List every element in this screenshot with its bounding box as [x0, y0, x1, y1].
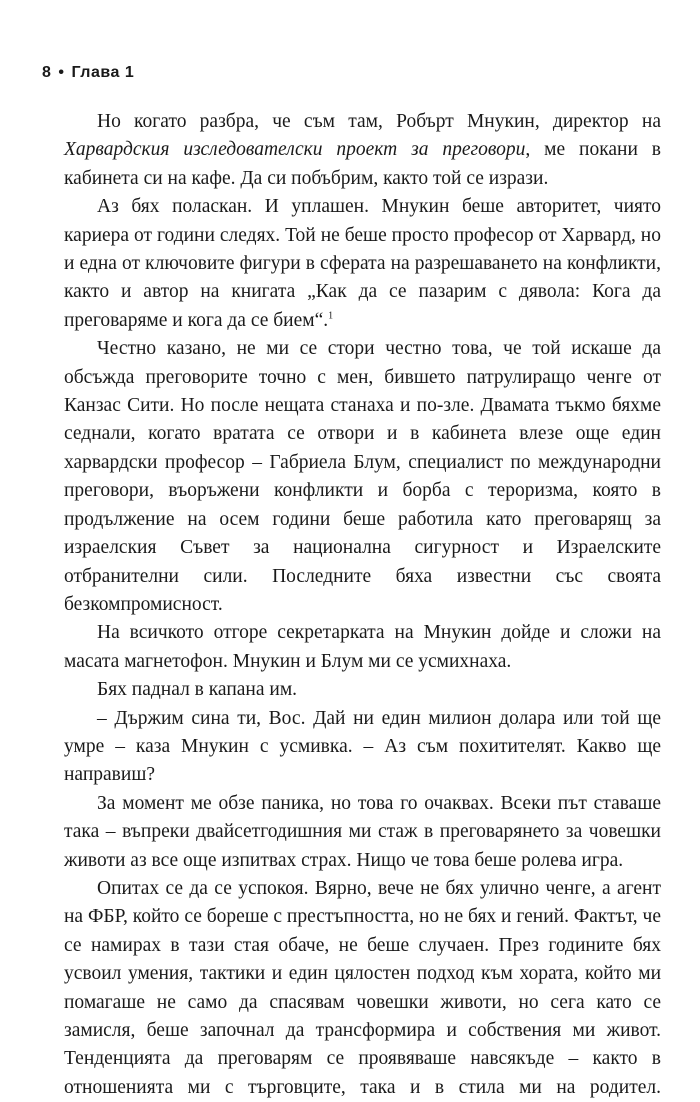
page-body	[64, 108, 661, 1102]
running-header	[42, 64, 134, 82]
paragraph-text: Но когато разбра, че съм там, Робърт Мнукин, директор на	[97, 111, 661, 132]
paragraph: Опитах се да се успокоя. Вярно, вече не бях улично ченге, а агент на ФБР, който се бореше с престъпността, но не бях и гений. Фактът, че се намирах в тази стая обаче, не беше случаен. През годините бях усвоил умения, тактики и един цялостен подход към хората, който ми помагаше не само да спасявам човешки животи, но сега като се замисля, беше започнал да трансформира и собствения ми живот. Тенденцията да преговарям се проявяваше навсякъде – както в отношенията ми с търговците, така и в стила ми на родител.	[64, 877, 661, 1098]
page-number: 8	[42, 64, 52, 81]
paragraph	[64, 108, 661, 193]
header-separator: •	[58, 64, 65, 81]
paragraph-text: , ме покани в кабинета си на кафе. Да си побъбрим, както той се изрази.	[64, 139, 662, 189]
paragraph: Бях паднал в капана им.	[97, 679, 298, 701]
paragraph-text: Аз бях поласкан. И уплашен. Мнукин беше авторитет, чиято кариера от години следях. Той не беше просто професор от Харвард, но и една от ключовите фигури в сферата на разрешаването на конфликти, както и автор на книгата „Как да се пазарим с дявола: Кога да преговаряме и кога да се бием“.	[64, 196, 661, 331]
paragraph	[64, 193, 661, 335]
paragraph: – Държим сина ти, Вос. Дай ни един милион долара или той ще умре – каза Мнукин с усмивка. – Аз съм похитителят. Какво ще направиш?	[64, 707, 661, 786]
italic-title: Харвардския изследователски проект за преговори	[64, 139, 526, 161]
footnote-marker[interactable]: 1	[328, 310, 334, 322]
paragraph: На всичкото отгоре секретарката на Мнукин дойде и сложи на масата магнетофон. Мнукин и Блум ми се усмихнаха.	[64, 622, 661, 672]
paragraph: За момент ме обзе паника, но това го очаквах. Всеки път ставаше така – въпреки двайсетгодишния ми стаж в преговарянето за човешки животи аз все още изпитвах страх. Нищо че това беше ролева игра.	[64, 792, 661, 871]
chapter-title: Глава 1	[71, 64, 135, 81]
paragraph: Честно казано, не ми се стори честно това, че той искаше да обсъжда преговорите точно с мен, бившето патрулиращо ченге от Канзас Сити. Но после нещата станаха и по-зле. Двамата тъкмо бяхме седнали, когато вратата се отвори и в кабинета влезе още един харвардски професор – Габриела Блум, специалист по международни преговори, въоръжени конфликти и борба с тероризма, която в продължение на осем години беше работила като преговарящ за израелския Съвет за национална сигурност и Израелските отбранителни сили. Последните бяха известни със своята безкомпромисност.	[64, 338, 661, 615]
